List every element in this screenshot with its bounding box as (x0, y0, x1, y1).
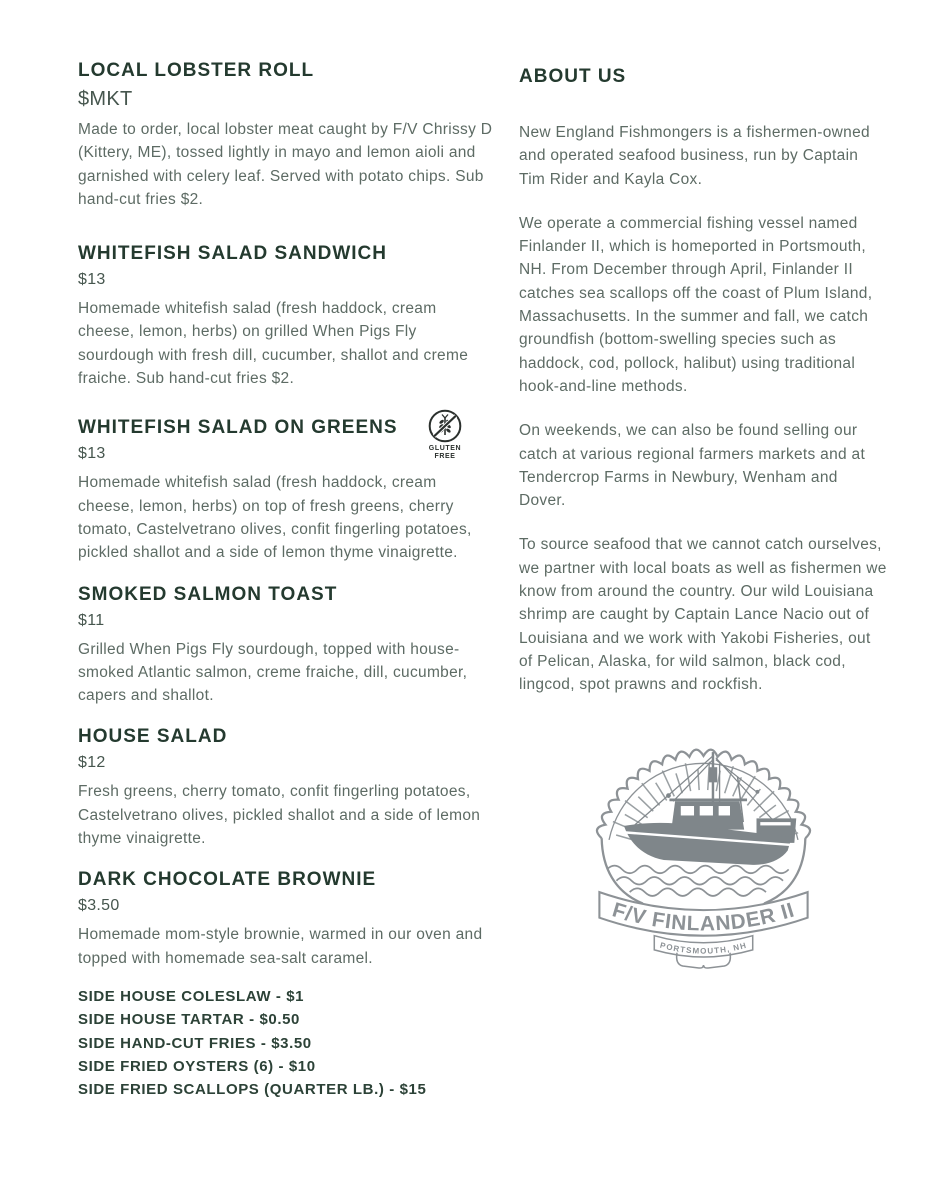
item-name (78, 60, 493, 82)
about-paragraph: We operate a commercial fishing vessel named Finlander II, which is homeported in Portsmouth, NH. From December through April, Finlander II catches sea scallops off the coast of Plum Island, Massachusetts. In the summer and fall, we catch groundfish (bottom-swelling species such as haddock, cod, pollock, halibut) using traditional hook-and-line methods. (519, 214, 873, 395)
item-description: Made to order, local lobster meat caught by F/V Chrissy D (Kittery, ME), tossed lightly in mayo and lemon aioli and garnished with celery leaf. Served with potato chips. Sub hand-cut fries $2. (78, 121, 493, 208)
item-price: $MKT (78, 88, 133, 110)
item-name-text: DARK CHOCOLATE BROWNIE (78, 869, 377, 891)
boat-logo-graphic (571, 718, 836, 972)
menu-item-lobster-roll (78, 60, 493, 211)
item-name-text: HOUSE SALAD (78, 726, 228, 748)
logo-banner (599, 892, 807, 936)
item-name (78, 726, 493, 748)
about-paragraph: On weekends, we can also be found selling our catch at various regional farmers markets and at Tendercrop Farms in Newbury, Wenham and Dover. (519, 422, 866, 510)
vessel-name: F/V FINLANDER II (609, 897, 797, 936)
menu-item-salmon-toast (78, 584, 493, 708)
item-price: $13 (78, 271, 106, 289)
item-price: $12 (78, 754, 106, 772)
gluten-free-icon (422, 408, 468, 461)
port-name: PORTSMOUTH, NH (658, 940, 748, 956)
finlander-boat-logo (571, 718, 836, 972)
item-name (78, 243, 493, 265)
menu-item-house-salad (78, 726, 493, 850)
item-price: $3.50 (78, 897, 120, 915)
menu-item-whitefish-greens (78, 417, 493, 564)
side-item: SIDE HOUSE TARTAR - $0.50 (78, 1011, 300, 1029)
item-price: $11 (78, 611, 105, 629)
about-column (519, 60, 887, 1200)
sides-list (78, 985, 493, 1101)
item-name-text: SMOKED SALMON TOAST (78, 583, 338, 605)
menu-item-whitefish-sandwich (78, 243, 493, 390)
about-title: ABOUT US (519, 66, 627, 87)
logo-port-banner (654, 935, 752, 956)
item-name-text: LOCAL LOBSTER ROLL (78, 60, 315, 81)
item-description: Homemade whitefish salad (fresh haddock, cream cheese, lemon, herbs) on top of fresh greens, cherry tomato, Castelvetrano olives, confit fingerling potatoes, pickled shallot and a side of lemon thyme vinaigrette. (78, 474, 472, 562)
side-item: SIDE HOUSE COLESLAW - $1 (78, 987, 305, 1005)
item-name-text: WHITEFISH SALAD SANDWICH (78, 243, 387, 265)
item-description: Homemade whitefish salad (fresh haddock, cream cheese, lemon, herbs) on grilled When Pigs Fly sourdough with fresh dill, cucumber, shallot and creme fraiche. Sub hand-cut fries $2. (78, 300, 469, 388)
waves (606, 865, 788, 895)
item-description: Fresh greens, cherry tomato, confit fingerling potatoes, Castelvetrano olives, pickled shallot and a side of lemon thyme vinaigrette. (78, 783, 481, 848)
side-item: SIDE FRIED SCALLOPS (QUARTER LB.) - $15 (78, 1081, 427, 1099)
menu-item-brownie (78, 869, 493, 970)
about-paragraph: New England Fishmongers is a fishermen-owned and operated seafood business, run by Captain Tim Rider and Kayla Cox. (519, 124, 870, 188)
item-name (78, 584, 493, 606)
gluten-free-label: GLUTEN FREE (428, 445, 462, 461)
menu-column (78, 60, 493, 1200)
side-item: SIDE HAND-CUT FRIES - $3.50 (78, 1034, 312, 1052)
item-description: Homemade mom-style brownie, warmed in our oven and topped with homemade sea-salt caramel. (78, 926, 483, 967)
item-price: $13 (78, 445, 106, 463)
wheat-crossed-icon (427, 408, 463, 444)
side-item: SIDE FRIED OYSTERS (6) - $10 (78, 1057, 316, 1075)
item-name-text: WHITEFISH SALAD ON GREENS (78, 417, 398, 439)
item-name (78, 869, 493, 891)
about-paragraph: To source seafood that we cannot catch ourselves, we partner with local boats as well as fishermen we know from around the country. Our wild Louisiana shrimp are caught by Captain Lance Nacio out of Louisiana and we work with Yakobi Fisheries, out of Pelican, Alaska, for wild salmon, black cod, lingcod, spot prawns and rockfish. (519, 536, 887, 694)
item-description: Grilled When Pigs Fly sourdough, topped with house-smoked Atlantic salmon, creme fraiche, dill, cucumber, capers and shallot. (78, 640, 468, 705)
